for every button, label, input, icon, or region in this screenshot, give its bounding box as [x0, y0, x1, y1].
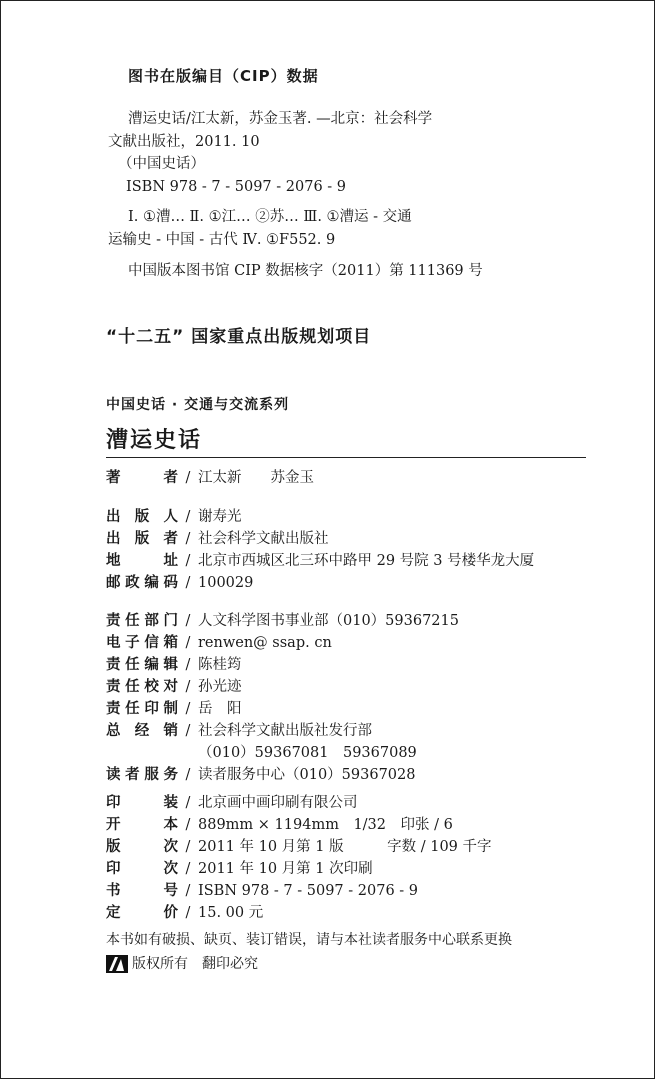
credit-separator: / [185, 905, 191, 921]
credit-value: 2011 年 10 月第 1 版 字数 / 109 千字 [198, 839, 492, 855]
credit-row [106, 612, 459, 630]
credit-separator: / [185, 883, 191, 899]
credit-separator: / [185, 553, 191, 569]
credit-value: 谢寿光 [198, 509, 242, 525]
credit-separator: / [185, 767, 191, 783]
book-title: 漕运史话 [106, 428, 203, 453]
credit-row [106, 838, 492, 856]
credit-separator: / [185, 679, 191, 695]
series-name: 中国史话 · 交通与交流系列 [106, 397, 290, 413]
credit-separator: / [185, 509, 191, 525]
credit-label: 责任印制 [106, 701, 178, 717]
credit-label: 邮政编码 [106, 575, 178, 591]
credit-row [106, 860, 373, 878]
credit-label: 印 装 [106, 795, 178, 811]
credit-row [106, 722, 372, 740]
credit-separator: / [185, 575, 191, 591]
credit-value: renwen@ ssap. cn [198, 635, 332, 651]
credit-row [106, 882, 418, 900]
credit-row [106, 700, 242, 718]
credit-row [106, 634, 332, 652]
credit-value: 北京市西城区北三环中路甲 29 号院 3 号楼华龙大厦 [198, 553, 535, 569]
credit-value: 读者服务中心（010）59367028 [198, 767, 416, 783]
credit-row [106, 574, 253, 592]
credit-separator: / [185, 723, 191, 739]
credit-separator: / [185, 635, 191, 651]
credit-separator: / [185, 839, 191, 855]
cip-line-3: （中国史话） [118, 156, 205, 172]
credit-value: ISBN 978 - 7 - 5097 - 2076 - 9 [198, 883, 419, 899]
cip-line-6: 运输史 - 中国 - 古代 Ⅳ. ①F552. 9 [108, 232, 336, 248]
credit-label: 责任校对 [106, 679, 178, 695]
credit-value: 社会科学文献出版社发行部 [198, 723, 372, 739]
credit-value: 2011 年 10 月第 1 次印刷 [198, 861, 373, 877]
rights-notice: 版权所有 翻印必究 [132, 956, 258, 972]
credit-separator: / [185, 861, 191, 877]
credit-row [106, 816, 453, 834]
credit-separator: / [185, 531, 191, 547]
credit-separator: / [185, 701, 191, 717]
credit-separator: / [185, 817, 191, 833]
credit-label: 出版人 [106, 509, 178, 525]
credit-row [106, 530, 329, 548]
credit-label: 电子信箱 [106, 635, 178, 651]
credit-label: 总经销 [106, 723, 178, 739]
credit-label: 出版者 [106, 531, 178, 547]
credit-value: 江太新 苏金玉 [198, 470, 314, 486]
credit-value: 15. 00 元 [198, 905, 264, 921]
credit-row [106, 678, 242, 696]
credit-label: 印 次 [106, 861, 178, 877]
credit-row [106, 766, 415, 784]
credit-row [106, 508, 242, 526]
credit-row [106, 794, 358, 812]
cip-header: 图书在版编目（CIP）数据 [128, 67, 319, 85]
credit-row [106, 469, 314, 487]
credit-label: 著 者 [106, 470, 178, 486]
credit-label: 版 次 [106, 839, 178, 855]
cip-line-4: ISBN 978 - 7 - 5097 - 2076 - 9 [126, 179, 347, 195]
credit-label: 地 址 [106, 553, 178, 569]
publisher-logo-icon [106, 955, 128, 973]
credit-value: 陈桂筠 [198, 657, 242, 673]
cip-line-1: 漕运史话/江太新，苏金玉著. —北京：社会科学 [128, 111, 433, 127]
credit-row [106, 656, 242, 674]
credit-label: 书 号 [106, 883, 178, 899]
credit-value: 岳 阳 [198, 701, 242, 717]
cip-line-5: Ⅰ. ①漕… Ⅱ. ①江… ②苏… Ⅲ. ①漕运 - 交通 [128, 209, 412, 225]
credit-separator: / [185, 657, 191, 673]
credit-label: 定 价 [106, 905, 178, 921]
plan-project: “十二五” 国家重点出版规划项目 [106, 327, 372, 347]
credit-row [106, 552, 534, 570]
credit-label: 读者服务 [106, 767, 178, 783]
credit-label: 责任编辑 [106, 657, 178, 673]
credit-separator: / [185, 613, 191, 629]
credit-value: 889mm × 1194mm 1/32 印张 / 6 [198, 817, 453, 833]
title-rule [106, 457, 586, 458]
credit-row [106, 744, 417, 762]
defect-notice: 本书如有破损、缺页、装订错误，请与本社读者服务中心联系更换 [106, 932, 512, 948]
credit-value: 孙光迹 [198, 679, 242, 695]
cip-line-2: 文献出版社，2011. 10 [108, 134, 260, 150]
credit-label: 责任部门 [106, 613, 178, 629]
credit-separator: / [185, 795, 191, 811]
credit-value: 北京画中画印刷有限公司 [198, 795, 358, 811]
credit-separator: / [185, 470, 191, 486]
credit-row [106, 904, 263, 922]
credit-value: （010）59367081 59367089 [198, 745, 417, 761]
cip-line-7: 中国版本图书馆 CIP 数据核字（2011）第 111369 号 [128, 263, 483, 279]
credit-label: 开 本 [106, 817, 178, 833]
credit-value: 100029 [198, 575, 254, 591]
credit-value: 人文科学图书事业部（010）59367215 [198, 613, 459, 629]
credit-value: 社会科学文献出版社 [198, 531, 329, 547]
